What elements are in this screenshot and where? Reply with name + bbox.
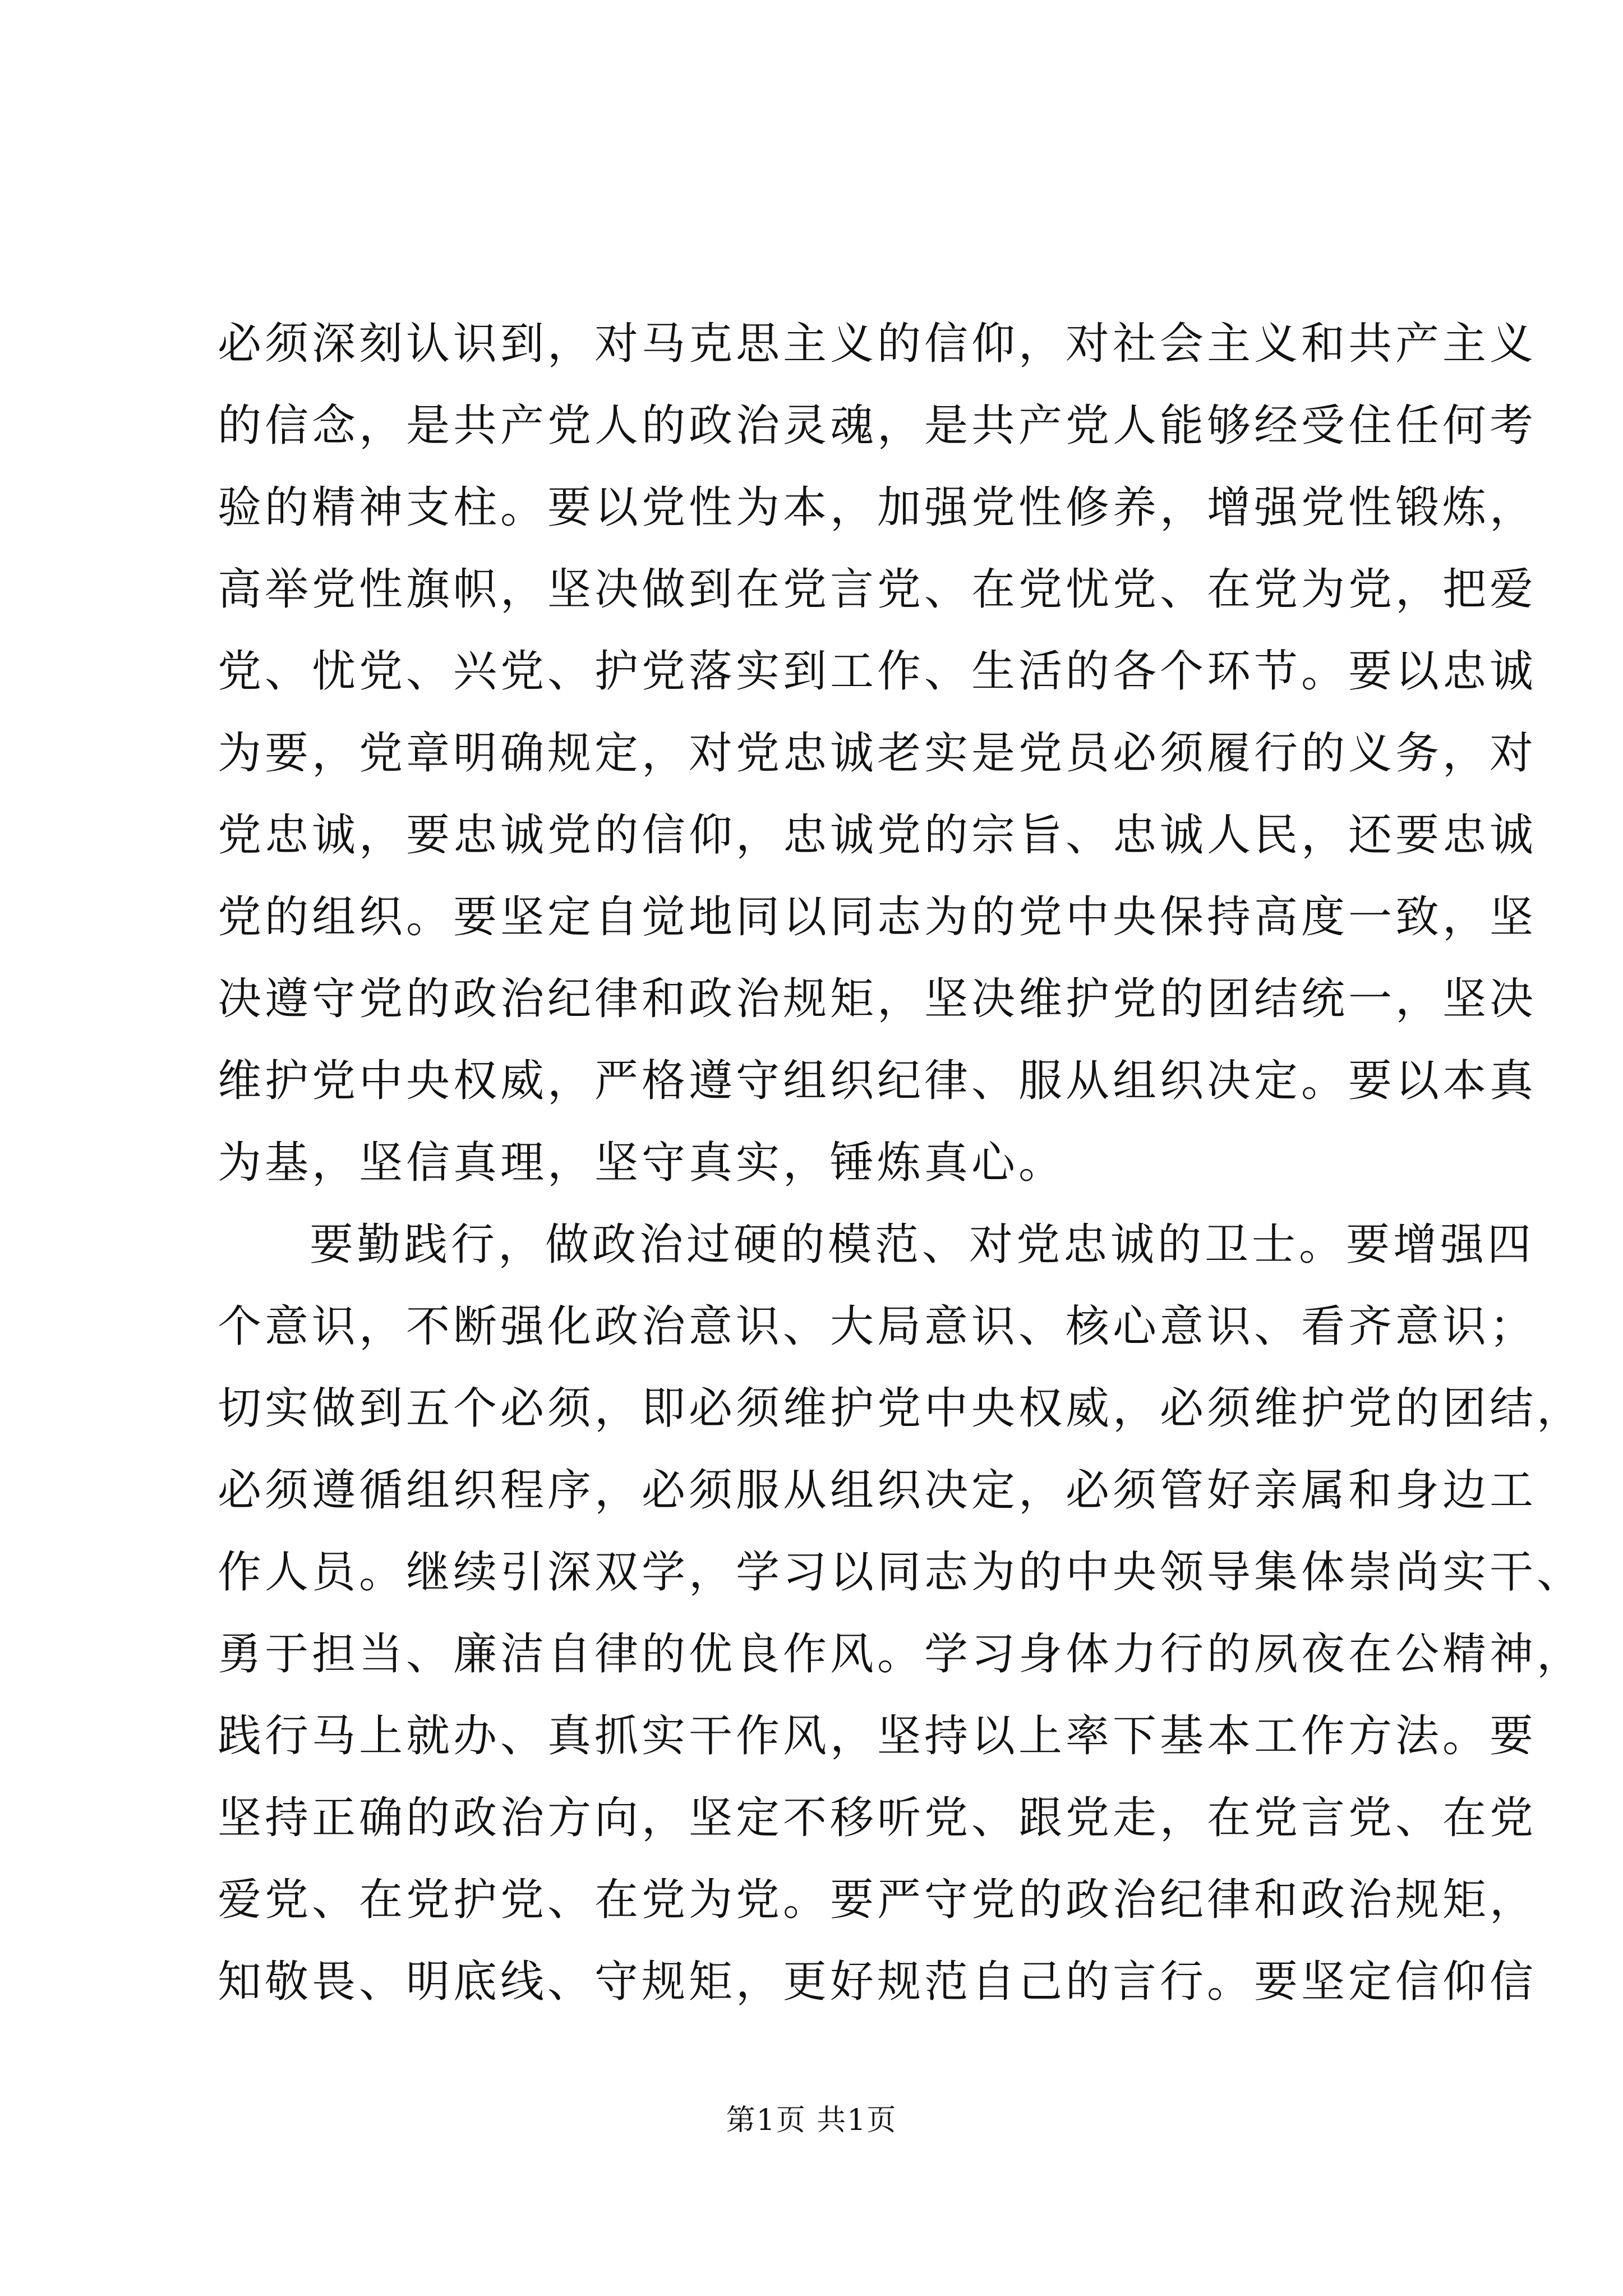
page-footer: 第1页 共1页: [726, 2104, 897, 2137]
text-line: 必须遵循组织程序，必须服从组织决定，必须管好亲属和身边工: [218, 1465, 1537, 1516]
text-line: 为基，坚信真理，坚守真实，锤炼真心。: [218, 1138, 1066, 1188]
text-line: 决遵守党的政治纪律和政治规矩，坚决维护党的团结统一，坚决: [218, 974, 1537, 1024]
text-line: 践行马上就办、真抓实干作风，坚持以上率下基本工作方法。要: [218, 1711, 1537, 1761]
text-line: 必须深刻认识到，对马克思主义的信仰，对社会主义和共产主义: [218, 319, 1537, 369]
text-line: 爱党、在党护党、在党为党。要严守党的政治纪律和政治规矩，: [218, 1875, 1537, 1925]
text-line: 高举党性旗帜，坚决做到在党言党、在党忧党、在党为党，把爱: [218, 564, 1537, 615]
document-body: [218, 303, 1584, 2023]
paragraph-first-line: 要勤践行，做政治过硬的模范、对党忠诚的卫士。要增强四: [310, 1220, 1535, 1270]
text-line: 作人员。继续引深双学，学习以同志为的中央领导集体崇尚实干、: [218, 1547, 1584, 1598]
text-line: 党、忧党、兴党、护党落实到工作、生活的各个环节。要以忠诚: [218, 646, 1537, 697]
text-line: 党忠诚，要忠诚党的信仰，忠诚党的宗旨、忠诚人民，还要忠诚: [218, 810, 1537, 861]
text-line: 勇于担当、廉洁自律的优良作风。学习身体力行的夙夜在公精神，: [218, 1629, 1584, 1680]
text-line: 切实做到五个必须，即必须维护党中央权威，必须维护党的团结，: [218, 1383, 1584, 1434]
text-line: 坚持正确的政治方向，坚定不移听党、跟党走，在党言党、在党: [218, 1793, 1537, 1843]
text-line: 的信念，是共产党人的政治灵魂，是共产党人能够经受住任何考: [218, 401, 1537, 451]
text-line: 个意识，不断强化政治意识、大局意识、核心意识、看齐意识；: [218, 1301, 1537, 1352]
text-line: 维护党中央权威，严格遵守组织纪律、服从组织决定。要以本真: [218, 1056, 1537, 1106]
text-line: 为要，党章明确规定，对党忠诚老实是党员必须履行的义务，对: [218, 728, 1537, 779]
text-line: 知敬畏、明底线、守规矩，更好规范自己的言行。要坚定信仰信: [218, 1957, 1537, 2007]
text-line: 验的精神支柱。要以党性为本，加强党性修养，增强党性锻炼，: [218, 482, 1537, 533]
text-line: 党的组织。要坚定自觉地同以同志为的党中央保持高度一致，坚: [218, 892, 1537, 942]
